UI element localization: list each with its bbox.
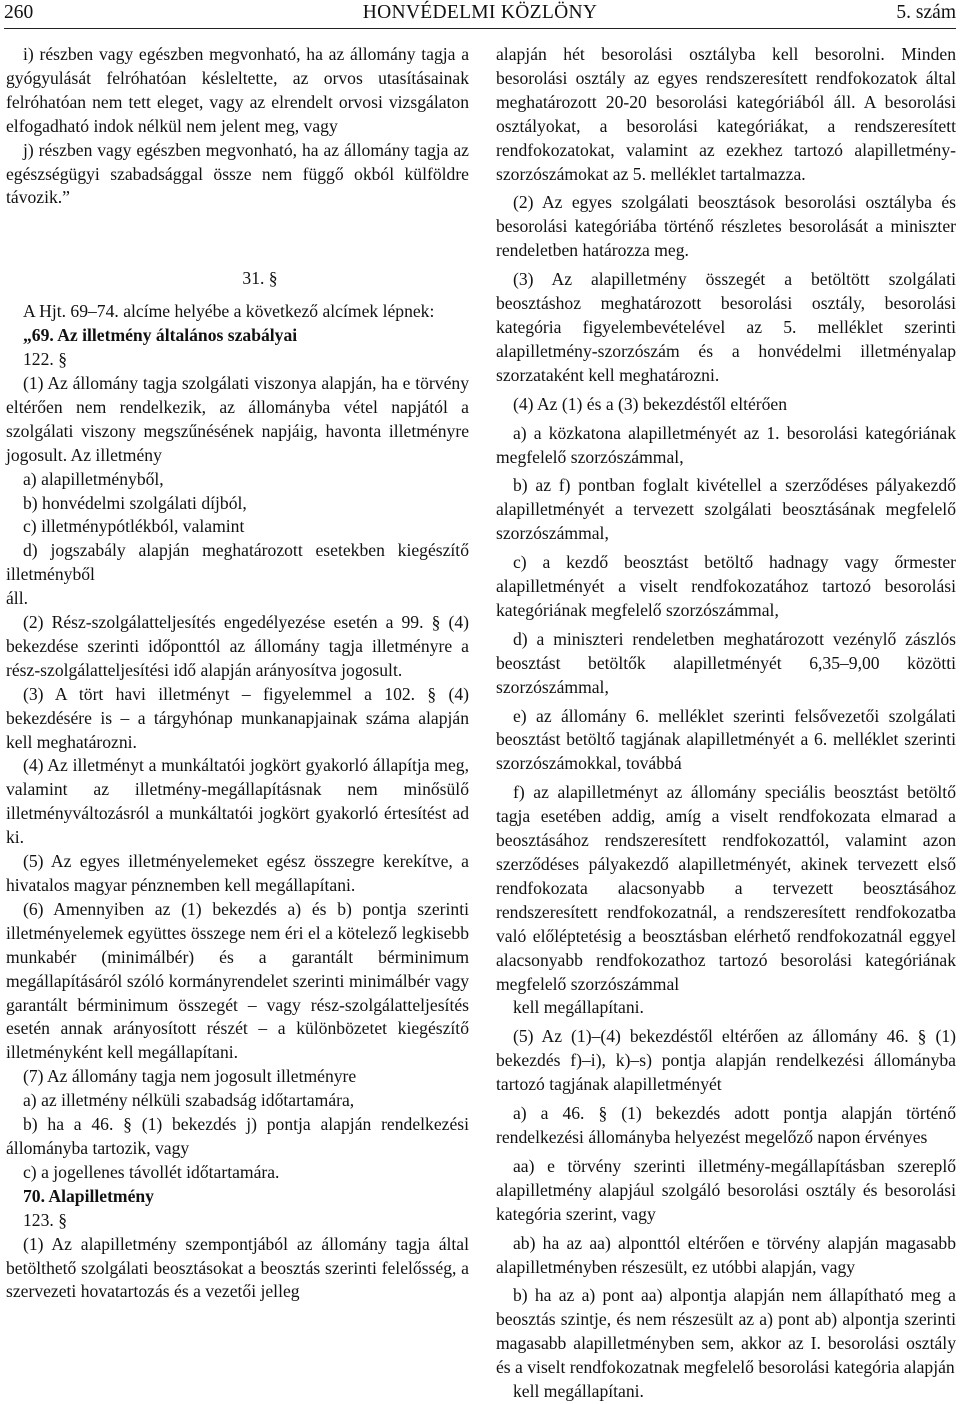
paragraph: b) az f) pontban foglalt kivétellel a szerződéses pályakezdő alapilletményét a tervezett szolgálati beosztásának megfelelő szorzószámmal, <box>496 475 956 544</box>
paragraph: b) ha az a) pont aa) alpontja alapján nem állapítható meg a beosztás szintje, és nem részesült az a) pont ab) alpontja szerinti magasabb alapilletményben sem, akkor az I. besorolási osztály és a viselt rendfokozatnak megfelelő besorolási kategória alapján <box>496 1285 956 1378</box>
left-column <box>6 43 469 1304</box>
paragraph: kell megállapítani. <box>513 997 644 1018</box>
paragraph: (7) Az állomány tagja nem jogosult illetményre <box>23 1066 357 1087</box>
paragraph: kell megállapítani. <box>513 1381 644 1402</box>
paragraph: d) a miniszteri rendeletben meghatározott vezénylő zászlós beosztást betöltők alapilletményét 6,35–9,00 közötti szorzószámmal, <box>496 628 956 697</box>
paragraph: áll. <box>6 588 28 609</box>
paragraph: ab) ha az aa) alponttól eltérően e törvény alapján magasabb alapilletményben részesült, ez utóbbi alapján, vagy <box>496 1232 956 1277</box>
paragraph: c) illetménypótlékból, valamint <box>23 516 245 537</box>
page-header <box>4 0 956 30</box>
section-heading: 70. Alapilletmény <box>23 1185 154 1206</box>
issue-number: 5. szám <box>896 2 956 23</box>
header-rule <box>4 28 956 29</box>
page-number: 260 <box>4 2 34 23</box>
paragraph: b) honvédelmi szolgálati díjból, <box>23 492 247 513</box>
paragraph: f) az alapilletményt az állomány speciális beosztást betöltő tagja esetében addig, amíg a viselt rendfokozata elmarad a beosztásához rendszeresített rendfokozattól, valamint azon szerződéses pályakezdő alapilletményét, akinek tervezett első rendfokozata alacsonyabb a tervezett beosztásához rendszeresített rendfokozatnál, a rendszeresített rendfokozatba való előléptetésig a beosztásban elérhető rendfokozatnál eggyel alacsonyabb rendfokozathoz tartozó besorolási kategóriának megfelelő szorzószámmal <box>496 782 956 994</box>
paragraph: b) ha a 46. § (1) bekezdés j) pontja alapján rendelkezési állományba tartozik, vagy <box>6 1114 469 1158</box>
paragraph: i) részben vagy egészben megvonható, ha az állomány tagja a gyógyulását felróhatóan késleltette, az orvos utasításainak felróhatóan nem tett eleget, vagy az elrendelt orvosi vizsgálaton elfogadható indok nélkül nem jelent meg, vagy <box>6 44 469 136</box>
paragraph: (4) Az (1) és a (3) bekezdéstől eltérően <box>513 393 788 414</box>
paragraph: e) az állomány 6. melléklet szerinti felsővezetői szolgálati beosztást betöltő tagjának alapilletményét a 6. melléklet szerinti szorzószámokkal, továbbá <box>496 705 956 774</box>
paragraph: d) jogszabály alapján meghatározott esetekben kiegészítő illetményből <box>6 540 469 585</box>
section-number: 31. § <box>242 268 278 289</box>
paragraph: (1) Az állomány tagja szolgálati viszonya alapján, ha e törvény eltérően nem rendelkezik, az állományba vétel napjától a szolgálati viszony megszűnésének napjáig, havonta illetményre jogosult. Az illetmény <box>6 372 469 465</box>
paragraph: (3) Az alapilletmény összegét a betöltött szolgálati beosztáshoz meghatározott besorolási osztály, besorolási kategória figyelembevételével az 5. melléklet szerinti alapilletmény-szorzószám és a honvédelmi illetményalap szorzataként kell meghatározni. <box>496 269 956 385</box>
paragraph: a) az illetmény nélküli szabadság időtartamára, <box>23 1090 355 1111</box>
section-heading: „69. Az illetmény általános szabályai <box>23 325 298 346</box>
paragraph: (1) Az alapilletmény szempontjából az állomány tagja által betölthető szolgálati beosztásokat a beosztás szerinti felelősség, a szervezeti hovatartozás és a vezetői jelleg <box>6 1233 469 1302</box>
paragraph: 123. § <box>23 1209 67 1230</box>
paragraph: A Hjt. 69–74. alcíme helyébe a következő alcímek lépnek: <box>23 301 435 322</box>
paragraph: alapján hét besorolási osztályba kell besorolni. Minden besorolási osztály az egyes rendszeresített rendfokozatok által meghatározott 20-20 besorolási kategóriából áll. A besorolási osztályokat, a besorolási kategóriákat, a rendszeresített rendfokozatokat, valamint az ezekhez tartozó alapilletmény-szorzószámokat az 5. melléklet tartalmazza. <box>496 44 956 184</box>
paragraph: a) alapilletményből, <box>23 468 164 489</box>
paragraph: c) a kezdő beosztást betöltő hadnagy vagy őrmester alapilletményét a viselt rendfokozatához tartozó besorolási kategóriának megfelelő szorzószámmal, <box>496 552 956 620</box>
paragraph: j) részben vagy egészben megvonható, ha az állomány tagja az egészségügyi szabadsággal össze nem függő okból külföldre távozik.” <box>6 139 469 208</box>
paragraph: c) a jogellenes távollét időtartamára. <box>23 1161 280 1182</box>
paragraph: (6) Amennyiben az (1) bekezdés a) és b) pontja szerinti illetményelemek együttes összege nem éri el a kötelező legkisebb munkabér (minimálbér) és a garantált bérminimum megállapításáról szóló kormányrendelet szerinti minimálbér vagy garantált bérminimum összegét – vagy rész-szolgálatteljesítés esetén annak arányosított részét – a különbözetet kiegészítő illetményként kell megállapítani. <box>6 898 469 1063</box>
journal-title: HONVÉDELMI KÖZLÖNY <box>362 2 598 23</box>
paragraph: (4) Az illetményt a munkáltatói jogkört gyakorló állapítja meg, valamint az illetmény-megállapításnak nem minősülő illetményváltozásról a munkáltatói jogkört gyakorló értesítést ad ki. <box>6 755 469 848</box>
right-column <box>496 43 956 1404</box>
paragraph: a) a közkatona alapilletményét az 1. besorolási kategóriának megfelelő szorzószámmal, <box>496 422 956 467</box>
paragraph: 122. § <box>23 349 67 370</box>
paragraph: (5) Az (1)–(4) bekezdéstől eltérően az állomány 46. § (1) bekezdés f)–i), k)–s) pontja alapján rendelkezési állományba tartozó tagjának alapilletményét <box>496 1026 956 1095</box>
paragraph: a) a 46. § (1) bekezdés adott pontja alapján történő rendelkezési állományba helyezést megelőző napon érvényes <box>496 1103 956 1147</box>
paragraph: (2) Az egyes szolgálati beosztások besorolási osztályba és besorolási kategóriába történő részletes besorolását a miniszter rendeletben határozza meg. <box>496 192 956 261</box>
paragraph: (2) Rész-szolgálatteljesítés engedélyezése esetén a 99. § (4) bekezdése szerinti időponttól az állomány tagja illetményre a rész-szolgálatteljesítési idő alapján arányosítva jogosult. <box>6 612 469 680</box>
paragraph: aa) e törvény szerinti illetmény-megállapításban szereplő alapilletmény alapjául szolgáló besorolási osztály és besorolási kategória szerint, vagy <box>496 1155 956 1224</box>
paragraph: (3) A tört havi illetményt – figyelemmel a 102. § (4) bekezdésére is – a tárgyhónap munkanapjainak száma alapján kell meghatározni. <box>6 683 469 752</box>
paragraph: (5) Az egyes illetményelemeket egész összegre kerekítve, a hivatalos magyar pénznemben kell megállapítani. <box>6 851 469 895</box>
